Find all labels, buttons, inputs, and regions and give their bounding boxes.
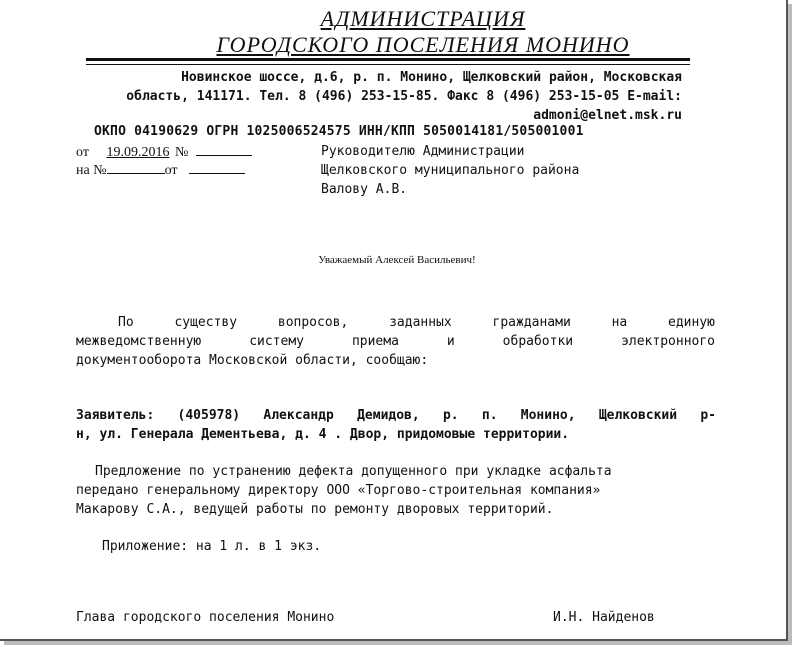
reply-date-blank <box>189 161 245 174</box>
number-blank <box>196 143 252 156</box>
attachment-note: Приложение: на 1 л. в 1 экз. <box>102 539 322 554</box>
applicant-line-1: Заявитель: (405978) Александр Демидов, р. п. Монино, Щелковский р- <box>76 408 716 423</box>
reply-from-label: от <box>164 163 178 178</box>
recipient-line-2: Щелковского муниципального района <box>321 163 580 178</box>
letter-date: 19.09.2016 <box>106 145 170 160</box>
reply-number-blank <box>107 161 165 174</box>
reference-reply-row <box>76 161 245 179</box>
address-email: admoni@elnet.msk.ru <box>533 108 682 123</box>
number-label: № <box>174 145 189 160</box>
address-line-2: область, 141171. Тел. 8 (496) 253-15-85. Факс 8 (496) 253-15-05 E-mail: <box>126 89 682 104</box>
recipient-line-1: Руководителю Администрации <box>321 144 525 159</box>
letterhead-title: АДМИНИСТРАЦИЯ <box>320 6 526 31</box>
answer-line-2: передано генеральному директору ООО «Торгово-строительная компания» <box>76 483 601 498</box>
reply-number-label: на № <box>76 163 107 178</box>
from-label: от <box>76 145 89 160</box>
signatory-position: Глава городского поселения Монино <box>76 610 335 625</box>
intro-line-3: документооборота Московской области, сообщаю: <box>76 353 429 368</box>
letterhead-thick-rule <box>86 58 690 61</box>
signatory-name: И.Н. Найденов <box>553 610 655 625</box>
applicant-line-2: н, ул. Генерала Дементьева, д. 4 . Двор, придомовые территории. <box>76 427 570 442</box>
intro-line-1: По существу вопросов, заданных гражданами на единую <box>118 315 715 330</box>
registration-codes: ОКПО 04190629 ОГРН 1025006524575 ИНН/КПП 5050014181/505001001 <box>94 124 584 139</box>
reference-date-row <box>76 143 252 161</box>
letterhead-thin-rule <box>86 64 690 65</box>
address-line-1: Новинское шоссе, д.6, р. п. Монино, Щелковский район, Московская <box>181 70 682 85</box>
answer-line-3: Макарову С.А., ведущей работы по ремонту дворовых территорий. <box>76 502 554 517</box>
recipient-line-3: Валову А.В. <box>321 182 408 197</box>
salutation: Уважаемый Алексей Васильевич! <box>318 254 476 266</box>
answer-line-1: Предложение по устранению дефекта допущенного при укладке асфальта <box>95 464 612 479</box>
letterhead-subtitle: ГОРОДСКОГО ПОСЕЛЕНИЯ МОНИНО <box>216 32 630 57</box>
intro-line-2: межведомственную систему приема и обработки электронного <box>76 334 715 349</box>
